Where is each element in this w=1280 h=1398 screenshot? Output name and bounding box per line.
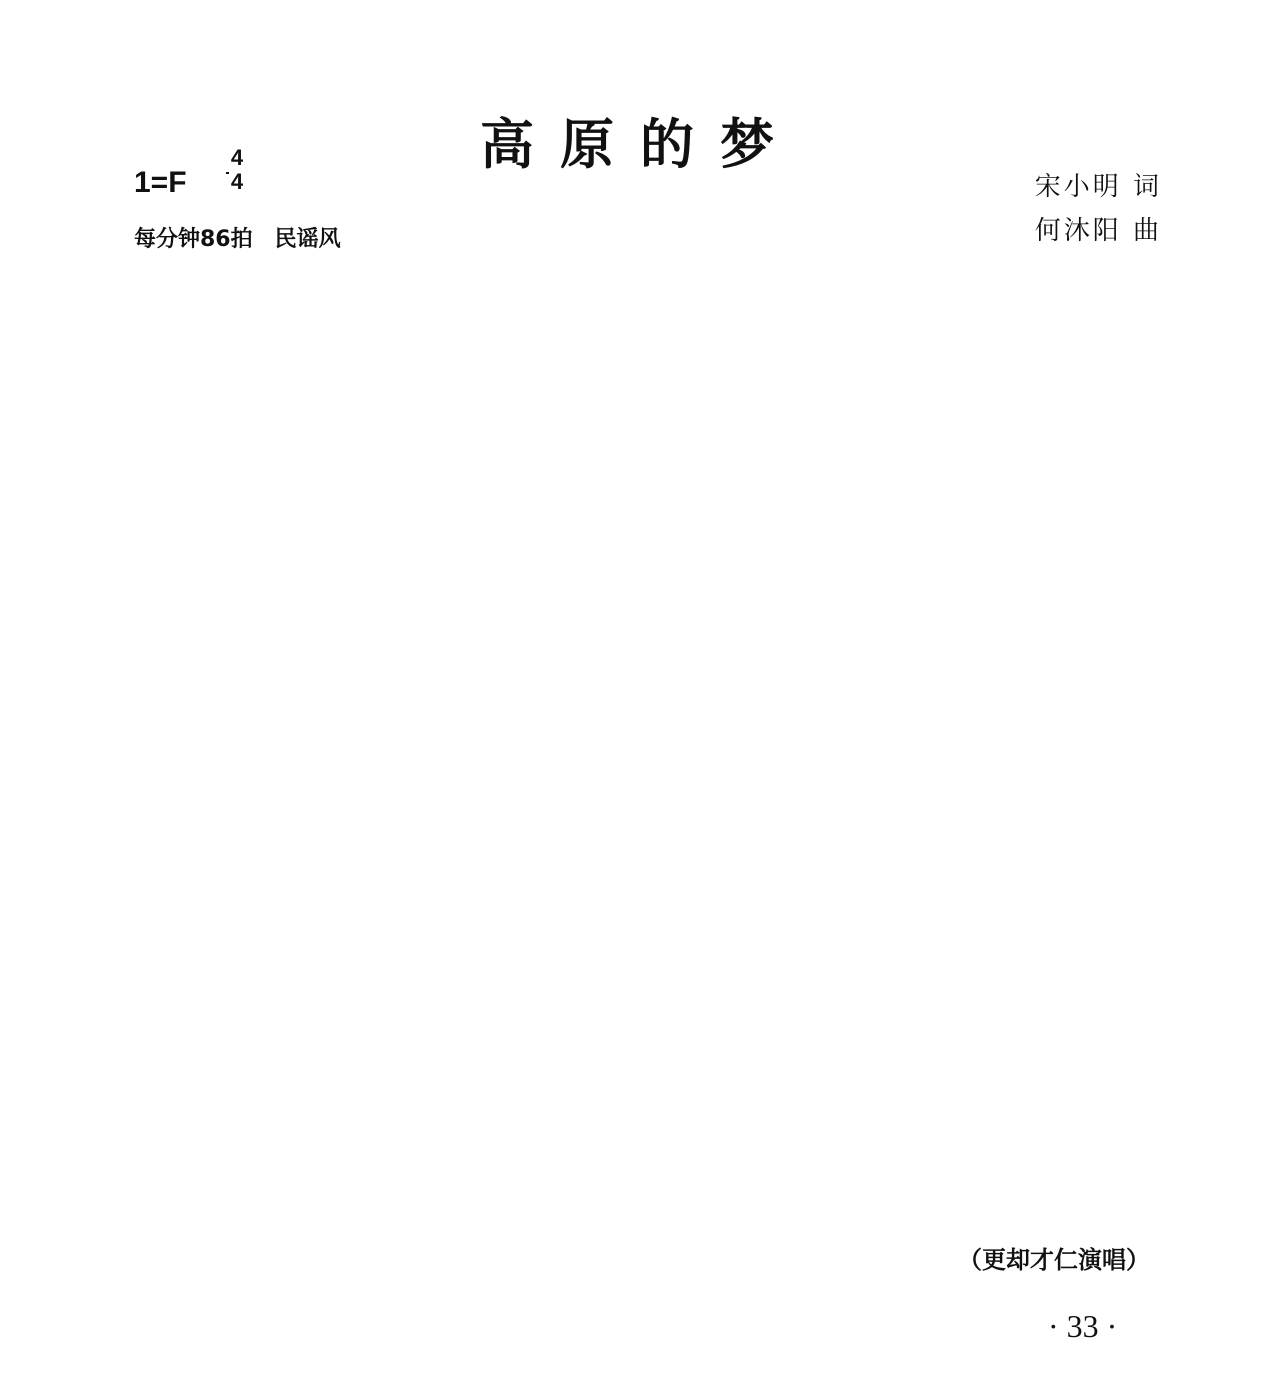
lyricist-credit: 宋小明 词: [1034, 172, 1162, 202]
singer-credit: （更却才仁演唱）: [958, 1246, 1150, 1274]
time-signature-bottom: 4: [230, 169, 244, 194]
page-number: · 33 ·: [1048, 1308, 1118, 1344]
tempo-marking: 每分钟86拍 民谣风: [134, 227, 341, 252]
key-signature: 1=F: [134, 166, 187, 199]
time-signature: [226, 146, 248, 194]
time-signature-top: 4: [230, 145, 244, 170]
song-title: 高原的梦: [480, 113, 800, 176]
composer-credit: 何沐阳 曲: [1034, 216, 1162, 246]
